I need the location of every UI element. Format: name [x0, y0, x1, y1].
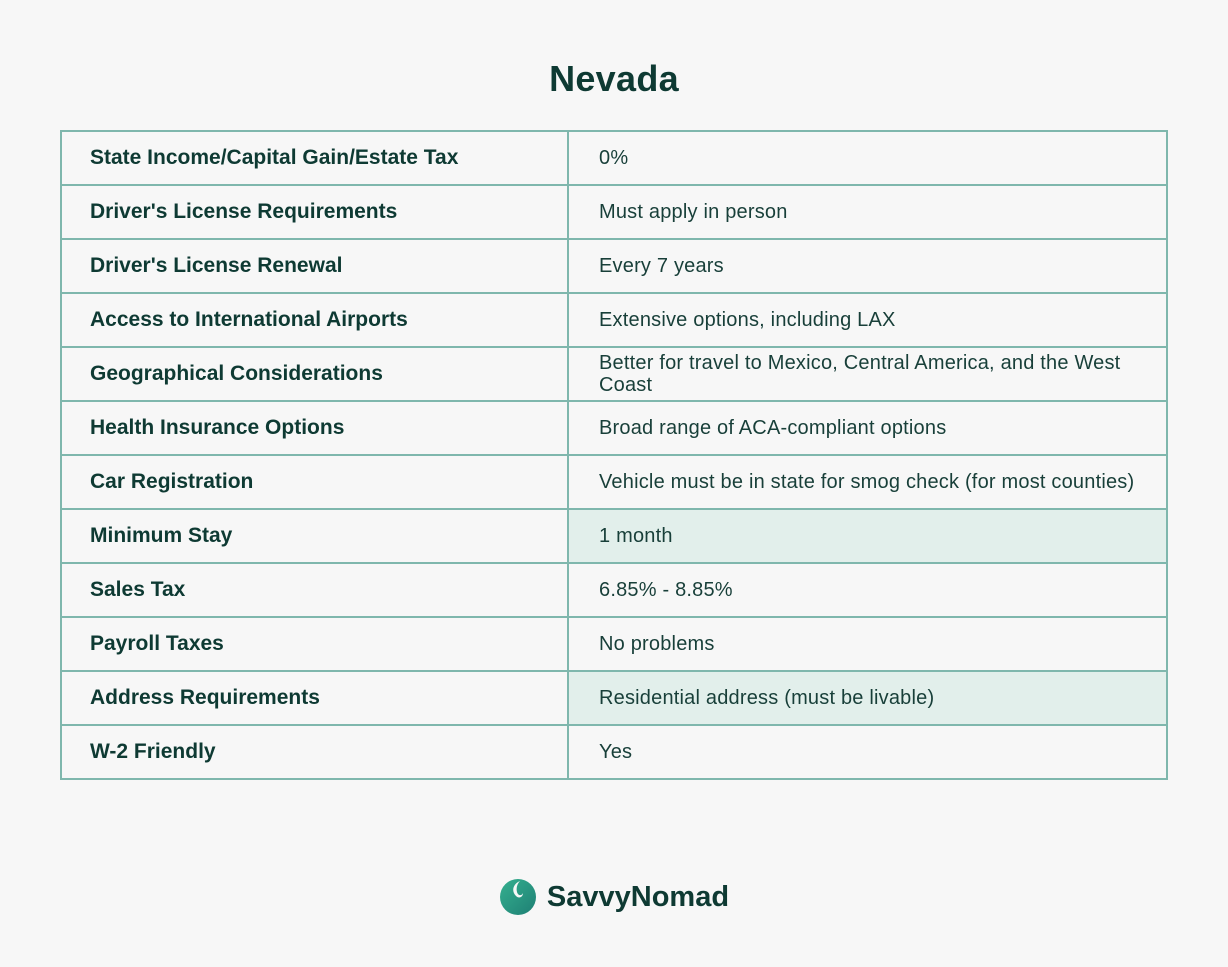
- table-row: [61, 293, 1167, 347]
- row-value: Extensive options, including LAX: [568, 293, 1167, 347]
- comparison-table: [60, 130, 1168, 780]
- row-label: Access to International Airports: [61, 293, 568, 347]
- row-value: Yes: [568, 725, 1167, 779]
- row-value: Every 7 years: [568, 239, 1167, 293]
- row-value: 0%: [568, 131, 1167, 185]
- table-row: [61, 563, 1167, 617]
- row-value: Must apply in person: [568, 185, 1167, 239]
- savvynomad-logo-icon: [499, 878, 537, 916]
- row-value: Vehicle must be in state for smog check (for most counties): [568, 455, 1167, 509]
- row-value: 6.85% - 8.85%: [568, 563, 1167, 617]
- table-row: [61, 509, 1167, 563]
- page-title: Nevada: [549, 58, 679, 99]
- row-value: Broad range of ACA-compliant options: [568, 401, 1167, 455]
- brand-logo: [0, 878, 1228, 916]
- row-label: Payroll Taxes: [61, 617, 568, 671]
- row-label: W-2 Friendly: [61, 725, 568, 779]
- table-row: [61, 185, 1167, 239]
- row-value: 1 month: [568, 509, 1167, 563]
- row-label: Sales Tax: [61, 563, 568, 617]
- row-label: Address Requirements: [61, 671, 568, 725]
- row-label: Geographical Considerations: [61, 347, 568, 401]
- table-row: [61, 239, 1167, 293]
- table-row: [61, 725, 1167, 779]
- row-value: Better for travel to Mexico, Central America, and the West Coast: [568, 347, 1167, 401]
- table-body: [61, 131, 1167, 779]
- table-row: [61, 455, 1167, 509]
- table-row: [61, 131, 1167, 185]
- row-label: Minimum Stay: [61, 509, 568, 563]
- row-value: No problems: [568, 617, 1167, 671]
- table-row: [61, 347, 1167, 401]
- row-value: Residential address (must be livable): [568, 671, 1167, 725]
- row-label: Driver's License Requirements: [61, 185, 568, 239]
- row-label: Car Registration: [61, 455, 568, 509]
- table-row: [61, 671, 1167, 725]
- brand-name: SavvyNomad: [546, 880, 730, 913]
- row-label: State Income/Capital Gain/Estate Tax: [61, 131, 568, 185]
- row-label: Driver's License Renewal: [61, 239, 568, 293]
- table-row: [61, 401, 1167, 455]
- table-row: [61, 617, 1167, 671]
- row-label: Health Insurance Options: [61, 401, 568, 455]
